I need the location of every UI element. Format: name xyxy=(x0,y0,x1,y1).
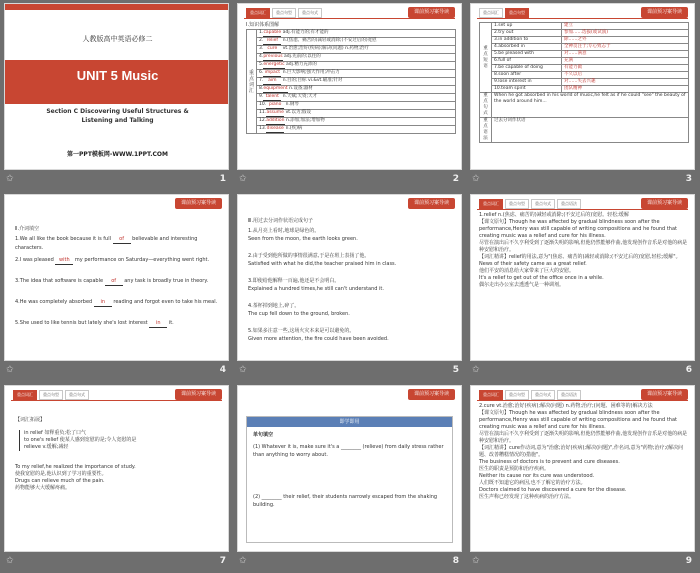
star-icon[interactable]: ✩ xyxy=(6,365,14,375)
section-banner: 课前预习案导读 xyxy=(175,389,222,400)
star-icon[interactable]: ✩ xyxy=(6,174,14,184)
exercise-item: 3.即使给他解释一百遍,他还是不会明白。 Explained a hundred times,he still can't understand it. xyxy=(248,278,384,292)
expansion-examples: To my relief,he realized the importance of study. 使我宽慰的是,他认识到了学习的重要性。 Drugs can relieve much of the pain. 药物能够大大缓解疼痛。 xyxy=(15,464,136,491)
key-sentence: When he got absorbed in his world of music,he felt as if he could "see" the beauty of the world around him... xyxy=(492,93,689,118)
tab-phrases: 重点句型 xyxy=(39,390,63,400)
slide-number: 1 xyxy=(219,174,226,184)
vocab-row: 9. talent n.天赋;天资;天才 xyxy=(257,94,456,102)
tab-phrases: 重点句型 xyxy=(505,8,529,18)
vocab-row: 11.assume vt.以为;假设 xyxy=(257,110,456,118)
tab-vocab: 重点词汇 xyxy=(479,390,503,400)
slide-tabs xyxy=(479,390,581,400)
unit-title: UNIT 5 Music xyxy=(76,68,159,83)
expansion-list: in relief 如释重负;松了口气 to one's relief 使某人感到宽慰的是;令人宽慰的是 relieve v.缓解;减轻 xyxy=(19,430,136,451)
tab-phrases: 重点句型 xyxy=(505,390,529,400)
slide-thumb-6[interactable] xyxy=(466,191,699,382)
slide-tabs xyxy=(479,8,529,18)
slide-thumb-9[interactable] xyxy=(466,382,699,573)
phrase-en: 7.be capable of doing xyxy=(492,65,562,72)
vocab-side-label: 重点词汇 xyxy=(247,30,257,134)
phrase-en: 1.set up xyxy=(492,23,562,30)
star-icon[interactable]: ✩ xyxy=(6,556,14,566)
tab-vocab: 重点词汇 xyxy=(13,390,37,400)
phrase-cn: 对……失去兴趣 xyxy=(562,79,689,86)
slide-thumb-4[interactable] xyxy=(0,191,233,382)
exercise-item: 2.I was pleased with my performance on Saturday—everything went right. xyxy=(15,257,210,263)
star-icon[interactable]: ✩ xyxy=(472,556,480,566)
vocab-note-body: 2.cure vt.治愈;治好(疾病);解决(问题) n.药物;治疗;(问题、困难等的)解决方法 【课文原句】Though he was affected by gradual blindness soon after the performance,Henry was still capable of writing compositions and he found that creating music was a relief and cure for his illness. 尽管在演出后不久亨利受到了逐渐失明的影响,但他仍然能够作曲,他发现创作音乐是对他的病是种安慰和治疗。 【词汇精讲】cure作动词,意为"治愈;治好(疾病);解决(问题)",作名词,意为"药物;治疗;(解决问题、改善糟糕情况的)措施"。 The business of doctors is to prevent and cure diseases. 医生的职责是预防和治疗疾病。 Neither its cause nor its cure was understood. 人们既不知道它的病因,也不了解它的治疗方法。 Doctors claimed to have discovered a cure for the disease. 医生声称已经发现了这种疾病的治疗方法。 xyxy=(479,403,688,500)
header-rule xyxy=(477,18,688,19)
exercise-item: 1.从月亮上看时,地球是绿色的。 Seen from the moon, the earth looks green. xyxy=(248,228,358,242)
vocab-note-body: 1.relief n.(焦虑、痛苦的)减轻或消除;(不安过后的)宽慰。轻松;缓解 【课文原句】Though he was affected by gradual blindness soon after the performance,Henry was still capable of writing compositions and he found that creating music was a relief and cure for his illness. 尽管在演出后不久亨利受到了逐渐失明的影响,但他仍然能够作曲,他发现创作音乐是对他的病是种安慰和治疗。 【词汇精讲】relief的用法,意为"(焦虑、痛苦的)减轻或消除;(不安过后的)宽慰,轻松;缓解"。 News of their safety came as a great relief. 他们平安的消息给大家带来了巨大的安慰。 It's a relief to get out of the office once in a while. 偶尔走出办公室去透透气是一种调剂。 xyxy=(479,212,688,288)
phrase-cn: 参加……选拔(或试演) xyxy=(562,30,689,37)
slide-number: 8 xyxy=(452,556,459,566)
slide-9-canvas xyxy=(470,385,695,552)
tab-vocab: 重点词汇 xyxy=(246,8,270,18)
section-title: Section C Discovering Useful Structures & xyxy=(46,108,189,115)
slide-number: 4 xyxy=(219,365,226,375)
slide-7-canvas xyxy=(4,385,229,552)
slide-number: 3 xyxy=(685,174,692,184)
header-rule xyxy=(477,400,688,401)
slide-thumb-3[interactable] xyxy=(466,0,699,191)
practice-question: (1) Whatever it is, make sure it's a ________ (relieve) from daily stress rather than anything to worry about. xyxy=(253,444,444,458)
tab-phrases: 重点句型 xyxy=(272,8,296,18)
section-banner: 课前预习案导读 xyxy=(175,198,222,209)
phrase-cn: 除……之外 xyxy=(562,37,689,44)
vocab-row: 10. piano n.钢琴 xyxy=(257,102,456,110)
exercise-item: 2.由于受到他所做的事情很满意,于是在班上表扬了他。 Satisfied with what he did,the teacher praised him in class. xyxy=(248,253,397,267)
tab-grammar: 重点语法 xyxy=(557,199,581,209)
phrase-en: 3.in addition to xyxy=(492,37,562,44)
header-rule xyxy=(244,18,455,19)
tab-vocab: 重点词汇 xyxy=(479,199,503,209)
phrase-cn: 团队精神 xyxy=(562,86,689,93)
practice-question: (2) ________ their relief, their students narrowly escaped from the shaking building. xyxy=(253,494,438,508)
section-subtitle: Listening and Talking xyxy=(81,117,154,124)
phrase-cn: 建立 xyxy=(562,23,689,30)
slide-4-canvas xyxy=(4,194,229,361)
star-icon[interactable]: ✩ xyxy=(472,174,480,184)
slide-6-canvas xyxy=(470,194,695,361)
phrase-side-label: 重点短语 xyxy=(480,23,492,93)
vocab-table xyxy=(246,29,456,134)
vocab-row: 3. cure vt.治愈;治好(疾病);解决(问题) n.药物;治疗 xyxy=(257,46,456,54)
slide-number: 5 xyxy=(452,365,459,375)
slide-tabs xyxy=(13,390,89,400)
tab-sentences: 重点句式 xyxy=(298,8,322,18)
star-icon[interactable]: ✩ xyxy=(239,556,247,566)
textbook-label: 人教版高中英语必修二 xyxy=(82,35,153,43)
vocab-row: 8.equipment n.设备;器材 xyxy=(257,86,456,94)
star-icon[interactable]: ✩ xyxy=(472,365,480,375)
slide-number: 2 xyxy=(452,174,459,184)
sentence-side-label: 重点句式 xyxy=(480,93,492,118)
practice-box xyxy=(246,416,453,543)
slide-number: 9 xyxy=(685,556,692,566)
exercise-item: 4.茶杯掉到地上,碎了。 The cup fell down to the ground, broken. xyxy=(248,303,350,317)
vocab-row: 2. relief n.(焦虑、痛苦的)减轻或消除;(不安过后的)宽慰 xyxy=(257,38,456,46)
star-icon[interactable]: ✩ xyxy=(239,365,247,375)
header-rule xyxy=(11,400,222,401)
slide-tabs xyxy=(479,199,581,209)
tab-grammar: 重点语法 xyxy=(557,390,581,400)
title-top-stripe xyxy=(5,4,229,10)
phrase-en: 8.soon after xyxy=(492,72,562,79)
exercise-item: 4.He was completely absorbed in reading and forgot even to take his meal. xyxy=(15,299,218,305)
tab-sentences: 重点句式 xyxy=(531,199,555,209)
section-banner: 课前预习案导读 xyxy=(408,389,455,400)
phrase-en: 5.be pleased with xyxy=(492,51,562,58)
star-icon[interactable]: ✩ xyxy=(239,174,247,184)
phrase-cn: 不久以后 xyxy=(562,72,689,79)
slide-1-canvas xyxy=(4,3,229,170)
exercise-heading: Ⅱ.介词填空 xyxy=(15,226,40,232)
exercise-heading: Ⅲ.用过去分词作状语完成句子 xyxy=(248,218,314,224)
phrase-en: 4.absorbed in xyxy=(492,44,562,51)
slide-tabs xyxy=(246,8,322,18)
slide-thumb-2[interactable] xyxy=(233,0,466,191)
section-banner: 课前预习案导读 xyxy=(408,198,455,209)
exercise-item: 5.如果多注意一些,这场火灾本来是可以避免的。 Given more attention, the fire could have been avoided. xyxy=(248,328,389,342)
phrase-cn: 全神贯注于;专心致志于 xyxy=(562,44,689,51)
tab-sentences: 重点句式 xyxy=(65,390,89,400)
phrase-cn: 充满 xyxy=(562,58,689,65)
vocab-row: 1.capable adj.有能力的;有才能的 xyxy=(257,30,456,38)
slide-thumb-1[interactable] xyxy=(0,0,233,191)
slide-thumb-5[interactable] xyxy=(233,191,466,382)
practice-heading: 单句填空 xyxy=(253,432,274,438)
practice-banner: 即学即用 xyxy=(247,417,452,427)
slide-thumb-8[interactable] xyxy=(233,382,466,573)
tab-phrases: 重点句型 xyxy=(505,199,529,209)
key-grammar: 过去分词作状语 xyxy=(492,118,689,143)
slide-2-canvas xyxy=(237,3,462,170)
section-banner: 课前预习案导读 xyxy=(641,7,688,18)
header-rule xyxy=(477,209,688,210)
phrase-cn: 有能力做 xyxy=(562,65,689,72)
exercise-item: 5.She used to like tennis but lately she's lost interest in it. xyxy=(15,320,174,326)
tab-sentences: 重点句式 xyxy=(531,390,555,400)
section-banner: 课前预习案导读 xyxy=(641,389,688,400)
slide-8-canvas xyxy=(237,385,462,552)
vocab-row: 13.disease n.(疾)病 xyxy=(257,126,456,134)
exercise-item: 3.The idea that software is capable of any task is broadly true in theory. xyxy=(15,278,209,284)
vocab-row: 7. aim n.目的;目标 vi.&vt.瞄准;针对 xyxy=(257,78,456,86)
phrase-en: 2.try out xyxy=(492,30,562,37)
section-banner: 课前预习案导读 xyxy=(408,7,455,18)
phrase-en: 9.lose interest in xyxy=(492,79,562,86)
brand-footer: 第一PPT模板网-WWW.1PPT.COM xyxy=(67,151,168,158)
section-banner: 课前预习案导读 xyxy=(641,198,688,209)
exercise-item: 1.We all like the book because it is full of believable and interesting characters. xyxy=(15,236,198,251)
tab-vocab: 重点词汇 xyxy=(479,8,503,18)
unit-title-bar xyxy=(5,60,229,104)
slide-thumb-7[interactable] xyxy=(0,382,233,573)
phrase-table xyxy=(479,22,689,143)
vocab-row: 4.previous adj.先前的;以往的 xyxy=(257,54,456,62)
phrase-en: 6.full of xyxy=(492,58,562,65)
knowledge-heading: Ⅰ.知识体系图解 xyxy=(246,22,280,28)
vocab-row: 6.impact n.巨大影响;强大作用;冲击力 xyxy=(257,70,456,78)
phrase-cn: 对……满意 xyxy=(562,51,689,58)
vocab-row: 12.addition n.添加;加法;增加物 xyxy=(257,118,456,126)
slide-number: 6 xyxy=(685,365,692,375)
grammar-side-label: 重点语法 xyxy=(480,118,492,143)
expansion-heading: 【词汇拓展】 xyxy=(15,417,46,423)
slide-3-canvas xyxy=(470,3,695,170)
slide-5-canvas xyxy=(237,194,462,361)
slide-number: 7 xyxy=(219,556,226,566)
phrase-en: 10.team spirit xyxy=(492,86,562,93)
vocab-row: 5.energetic adj.精力充沛的 xyxy=(257,62,456,70)
